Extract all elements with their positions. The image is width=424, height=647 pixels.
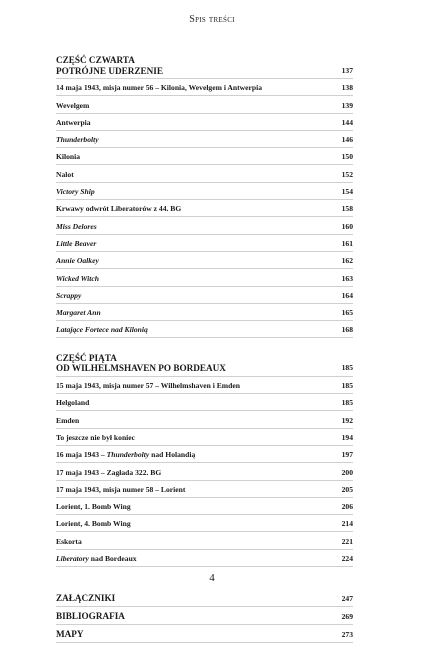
appendix-entry-zalaczniki[interactable] xyxy=(56,593,353,607)
toc-entry[interactable] xyxy=(56,381,353,394)
toc-entry-page: 224 xyxy=(341,554,353,564)
toc-entry-page: 206 xyxy=(341,502,353,512)
toc-entry-title: 15 maja 1943, misja numer 57 – Wilhelmshaven i Emden xyxy=(56,381,240,391)
toc-entry-page: 152 xyxy=(341,169,353,179)
part-five-page: 185 xyxy=(341,363,353,373)
toc-entry[interactable] xyxy=(56,256,353,269)
toc-entry-page: 197 xyxy=(341,450,353,460)
toc-entry-page: 214 xyxy=(341,519,353,529)
toc-entry-title: Margaret Ann xyxy=(56,308,101,318)
part-four-heading[interactable] xyxy=(56,55,353,79)
toc-entry-title: Liberatory nad Bordeaux xyxy=(56,554,137,564)
appendix-entry-mapy[interactable] xyxy=(56,629,353,643)
toc-entry-page: 194 xyxy=(341,432,353,442)
toc-entry[interactable] xyxy=(56,170,353,183)
toc-entry-page: 144 xyxy=(341,117,353,127)
toc-entry-title: Nalot xyxy=(56,169,74,179)
toc-entry-title: 16 maja 1943 – Thunderbolty nad Holandią xyxy=(56,450,196,460)
toc-entry[interactable] xyxy=(56,398,353,411)
toc-entry[interactable] xyxy=(56,187,353,200)
toc-entry[interactable] xyxy=(56,519,353,532)
page-number: 4 xyxy=(209,572,215,584)
part-five-entries xyxy=(56,381,353,567)
part-five-title-line1: CZĘŚĆ PIĄTA xyxy=(56,352,117,363)
appendix-title: MAPY xyxy=(56,629,84,640)
toc-entry-title: 17 maja 1943 – Zagłada 322. BG xyxy=(56,467,162,477)
appendix-page: 273 xyxy=(341,630,353,640)
toc-entry-page: 158 xyxy=(341,204,353,214)
toc-entry-title: 17 maja 1943, misja numer 58 – Lorient xyxy=(56,484,186,494)
toc-entry[interactable] xyxy=(56,325,353,338)
toc-entry-title: Emden xyxy=(56,415,80,425)
appendix-page: 269 xyxy=(341,612,353,622)
toc-entry-title: Krwawy odwrót Liberatorów z 44. BG xyxy=(56,204,182,214)
toc-entry[interactable] xyxy=(56,274,353,287)
toc-entry[interactable] xyxy=(56,537,353,550)
toc-entry[interactable] xyxy=(56,83,353,96)
running-header: Spis treści xyxy=(189,14,235,25)
toc-entry[interactable] xyxy=(56,308,353,321)
toc-entry-title: Lorient, 4. Bomb Wing xyxy=(56,519,131,529)
part-five-title-line2: OD WILHELMSHAVEN PO BORDEAUX xyxy=(56,363,226,374)
toc-entry-page: 160 xyxy=(341,221,353,231)
toc-entry[interactable] xyxy=(56,416,353,429)
toc-entry[interactable] xyxy=(56,485,353,498)
table-of-contents xyxy=(56,55,353,647)
appendix-title: ZAŁĄCZNIKI xyxy=(56,593,116,604)
toc-entry-title: Kilonia xyxy=(56,152,81,162)
toc-entry-title: Helgoland xyxy=(56,398,90,408)
toc-entry-page: 192 xyxy=(341,415,353,425)
toc-entry[interactable] xyxy=(56,468,353,481)
toc-entry-title: Eskorta xyxy=(56,536,82,546)
toc-entry-title: 14 maja 1943, misja numer 56 – Kilonia, Wevelgem i Antwerpia xyxy=(56,83,263,93)
part-four-title-line1: CZĘŚĆ CZWARTA xyxy=(56,55,135,65)
toc-entry-title: Miss Delores xyxy=(56,221,97,231)
toc-entry-title: Latające Fortece nad Kilonią xyxy=(56,325,148,335)
toc-entry-page: 154 xyxy=(341,187,353,197)
toc-entry-page: 185 xyxy=(341,381,353,391)
toc-entry[interactable] xyxy=(56,222,353,235)
toc-entry-page: 200 xyxy=(341,467,353,477)
toc-entry-title: Wicked Witch xyxy=(56,273,99,283)
toc-entry-page: 139 xyxy=(341,100,353,110)
toc-entry-title: To jeszcze nie był koniec xyxy=(56,432,136,442)
toc-entry-page: 205 xyxy=(341,484,353,494)
toc-entry-title: Scrappy xyxy=(56,290,82,300)
appendix-page: 247 xyxy=(341,594,353,604)
toc-entry-page: 150 xyxy=(341,152,353,162)
toc-entry[interactable] xyxy=(56,118,353,131)
toc-entry-page: 162 xyxy=(341,256,353,266)
toc-entry[interactable] xyxy=(56,450,353,463)
toc-entry-page: 161 xyxy=(341,238,353,248)
toc-entry-title: Lorient, 1. Bomb Wing xyxy=(56,502,131,512)
toc-entry-title: Thunderbolty xyxy=(56,135,99,145)
toc-entry-title: Little Beaver xyxy=(56,238,97,248)
toc-entry-title: Victory Ship xyxy=(56,187,95,197)
toc-entry-page: 164 xyxy=(341,290,353,300)
toc-entry[interactable] xyxy=(56,433,353,446)
toc-entry[interactable] xyxy=(56,502,353,515)
toc-entry-page: 165 xyxy=(341,308,353,318)
toc-entry-title: Annie Oalkey xyxy=(56,256,99,266)
part-four-page: 137 xyxy=(341,65,353,75)
part-four-entries xyxy=(56,83,353,338)
toc-entry[interactable] xyxy=(56,239,353,252)
toc-entry[interactable] xyxy=(56,135,353,148)
toc-entry-title: Antwerpia xyxy=(56,117,91,127)
toc-entry-page: 168 xyxy=(341,325,353,335)
toc-entry[interactable] xyxy=(56,152,353,165)
toc-entry[interactable] xyxy=(56,291,353,304)
part-five-heading[interactable] xyxy=(56,353,353,377)
toc-entry[interactable] xyxy=(56,554,353,567)
toc-entry[interactable] xyxy=(56,204,353,217)
appendix-entry-bibliografia[interactable] xyxy=(56,611,353,625)
toc-entry-page: 163 xyxy=(341,273,353,283)
appendix-title: BIBLIOGRAFIA xyxy=(56,611,125,622)
toc-entry[interactable] xyxy=(56,101,353,114)
part-four-title-line2: POTRÓJNE UDERZENIE xyxy=(56,65,163,76)
toc-entry-title: Wevelgem xyxy=(56,100,90,110)
toc-entry-page: 185 xyxy=(341,398,353,408)
toc-entry-page: 146 xyxy=(341,135,353,145)
toc-entry-page: 221 xyxy=(341,536,353,546)
toc-entry-page: 138 xyxy=(341,83,353,93)
